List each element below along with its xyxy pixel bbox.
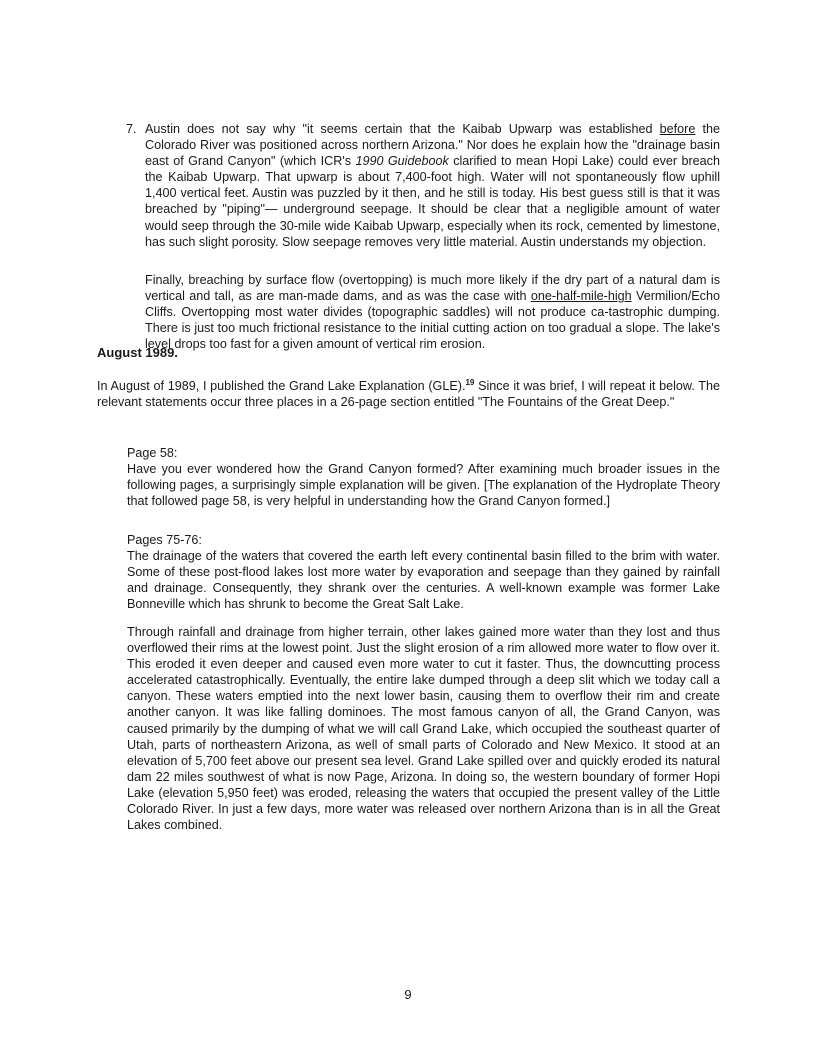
text-run: clarified to mean Hopi Lake) could ever breach the Kaibab Upwarp. That upwarp is about 7,400-foot high. Water will not spontaneously flow uphill 1,400 vertical feet. Austin was puzzled by it then, and he still is today. His best guess still is that it was breached by "piping"— underground seepage. It should be clear that a negligible amount of water would seep through the 30-mile wide Kaibab Upwarp, especially when its rock, cemented by limestone, has such slight porosity. Slow seepage removes very little material. Austin understands my objection.	[145, 154, 720, 249]
quote-block	[127, 445, 720, 509]
intro-paragraph	[97, 378, 720, 410]
text-run: Since it was brief, I will repeat it below. The relevant statements occur three places in a 26-page section entitled "The Fountains of the Great Deep."	[97, 379, 720, 410]
underlined-emphasis: before	[659, 122, 696, 136]
list-item-paragraph-2	[145, 272, 720, 352]
list-item-paragraph	[145, 121, 720, 250]
section-heading: August 1989.	[97, 345, 178, 360]
text-run: Finally, breaching by surface flow (overtopping) is much more likely if the dry part of a natural dam is vertical and tall, as are man-made dams, and as was the case with	[145, 273, 720, 304]
text-run: Vermilion/Echo Cliffs. Overtopping most water divides (topographic saddles) will not produce ca-tastrophic dumping. There is just too much frictional resistance to the initial cutting action on too gradual a slope. The lake's level drops too fast for a given amount of vertical rim erosion.	[145, 289, 720, 352]
quote-text: The drainage of the waters that covered the earth left every continental basin filled to the brim with water. Some of these post-flood lakes lost more water by evaporation and seepage than they gained by rainfall and drainage. Consequently, they shrank over the centuries. A well-known example was former Lake Bonneville which has shrunk to become the Great Salt Lake.	[127, 549, 720, 612]
quote-label: Page 58:	[127, 446, 178, 460]
quote-text: Have you ever wondered how the Grand Canyon formed? After examining much broader issues in the following pages, a surprisingly simple explanation will be given. [The explanation of the Hydroplate Theory that followed page 58, is very helpful in understanding how the Grand Canyon formed.]	[127, 462, 720, 509]
text-run: the Colorado River was positioned across northern Arizona." Nor does he explain how the "drainage basin east of Grand Canyon" (which ICR's	[145, 122, 721, 169]
page-number: 9	[404, 987, 412, 1002]
quote-block	[127, 624, 720, 833]
quote-text: Through rainfall and drainage from higher terrain, other lakes gained more water than they lost and thus overflowed their rims at the lowest point. Just the slight erosion of a rim allowed more water to flow over it. This eroded it even deeper and caused even more water to cut it faster. Thus, the downcutting process accelerated catastrophically. Eventually, the entire lake dumped through a deep slit which we today call a canyon. These waters emptied into the next lower basin, causing them to overflow their rim and create another canyon. It was like falling dominoes. The most famous canyon of all, the Grand Canyon, was caused primarily by the dumping of what we will call Grand Lake, which occupied the southeast quarter of Utah, parts of northeastern Arizona, as well of small parts of Colorado and New Mexico. It stood at an elevation of 5,700 feet above our present sea level. Grand Lake spilled over and quickly eroded its natural dam 22 miles southwest of what is now Page, Arizona. In doing so, the western boundary of former Hopi Lake (elevation 5,950 feet) was eroded, releasing the waters that occupied the present valley of the Little Colorado River. In just a few days, more water was released over northern Arizona than is in all the Great Lakes combined.	[127, 625, 720, 833]
list-item-number: 7.	[126, 122, 137, 136]
italic-title: 1990 Guidebook	[355, 154, 449, 169]
text-run: Austin does not say why "it seems certain that the Kaibab Upwarp was established	[145, 122, 660, 136]
quote-block	[127, 532, 720, 612]
footnote-reference[interactable]: 19	[465, 378, 475, 387]
text-run: In August of 1989, I published the Grand Lake Explanation (GLE).	[97, 379, 466, 393]
underlined-emphasis: one-half-mile-high	[530, 289, 632, 304]
quote-label: Pages 75-76:	[127, 533, 202, 547]
